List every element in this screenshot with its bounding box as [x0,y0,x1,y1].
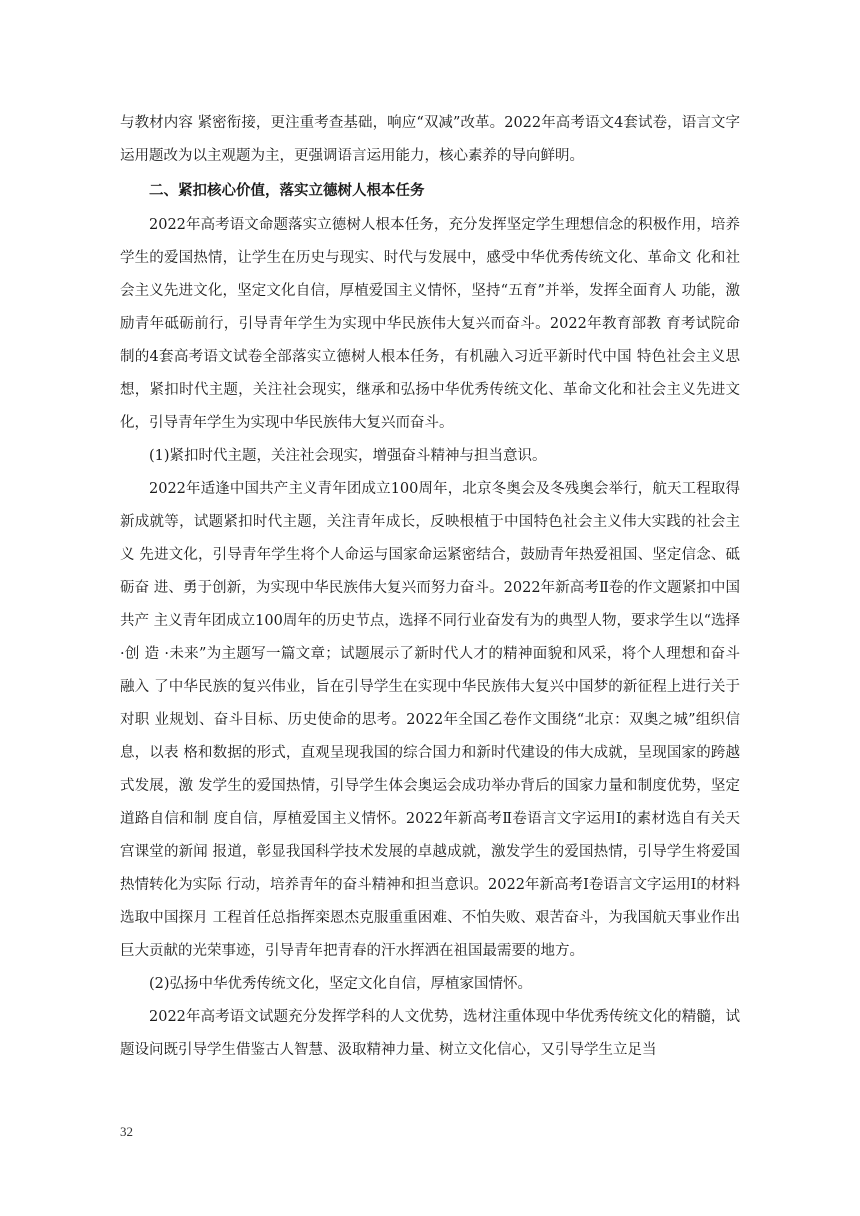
subheading-2: (2)弘扬中华优秀传统文化，坚定文化自信，厚植家国情怀。 [149,976,533,992]
paragraph-traditional-culture: 2022年高考语文试题充分发挥学科的人文优势，选材注重体现中华优秀传统文化的精髓，试题设问既引导学生借鉴古人智慧、汲取精神力量、树立文化信心，又引导学生立足当 [120,1009,740,1058]
paragraph-intro: 与教材内容 紧密衔接，更注重考查基础，响应“双减”改革。2022年高考语文4套试卷，语言文字运用题改为以主观题为主，更强调语言运用能力，核心素养的导向鲜明。 [120,115,740,164]
paragraph-era-theme: 2022年适逢中国共产主义青年团成立100周年，北京冬奥会及冬残奥会举行，航天工程取得 新成就等，试题紧扣时代主题，关注青年成长，反映根植于中国特色社会主义伟大实践的社会主义 先进文化，引导青年学生将个人命运与国家命运紧密结合，鼓励青年热爱祖国、坚定信念、砥砺奋 进、勇于创新，为实现中华民族伟大复兴而努力奋斗。2022年新高考Ⅱ卷的作文题紧扣中国共产 主义青年团成立100周年的历史节点，选择不同行业奋发有为的典型人物，要求学生以“选择 ·创 造 ·未来”为主题写一篇文章；试题展示了新时代人才的精神面貌和风采，将个人理想和奋斗融入 了中华民族的复兴伟业，旨在引导学生在实现中华民族伟大复兴中国梦的新征程上进行关于对职 业规划、奋斗目标、历史使命的思考。2022年全国乙卷作文围绕“北京：双奥之城”组织信息，以表 格和数据的形式，直观呈现我国的综合国力和新时代建设的伟大成就，呈现国家的跨越式发展，激 发学生的爱国热情，引导学生体会奥运会成功举办背后的国家力量和制度优势，坚定道路自信和制 度自信，厚植爱国主义情怀。2022年新高考Ⅱ卷语言文字运用Ⅰ的素材选自有关天宫课堂的新闻 报道，彰显我国科学技术发展的卓越成就，激发学生的爱国热情，引导学生将爱国热情转化为实际 行动，培养青年的奋斗精神和担当意识。2022年新高考Ⅰ卷语言文字运用Ⅰ的材料选取中国探月 工程首任总指挥栾恩杰克服重重困难、不怕失败、艰苦奋斗，为我国航天事业作出巨大贡献的光荣事迹，引导青年把青春的汗水挥洒在祖国最需要的地方。 [120,481,740,959]
subheading-1: (1)紧扣时代主题，关注社会现实，增强奋斗精神与担当意识。 [149,448,547,464]
document-body [120,107,740,1067]
paragraph-core-values: 2022年高考语文命题落实立德树人根本任务，充分发挥坚定学生理想信念的积极作用，培养学生的爱国热情，让学生在历史与现实、时代与发展中，感受中华优秀传统文化、革命文 化和社会主义先进文化，坚定文化自信，厚植爱国主义情怀，坚持“五育”并举，发挥全面育人 功能，激励青年砥砺前行，引导青年学生为实现中华民族伟大复兴而奋斗。2022年教育部教 育考试院命制的4套高考语文试卷全部落实立德树人根本任务，有机融入习近平新时代中国 特色社会主义思想，紧扣时代主题，关注社会现实，继承和弘扬中华优秀传统文化、革命文化和社会主义先进文化，引导青年学生为实现中华民族伟大复兴而奋斗。 [120,217,740,431]
section-heading: 二、紧扣核心价值，落实立德树人根本任务 [149,183,425,199]
page-number: 32 [120,1124,133,1139]
